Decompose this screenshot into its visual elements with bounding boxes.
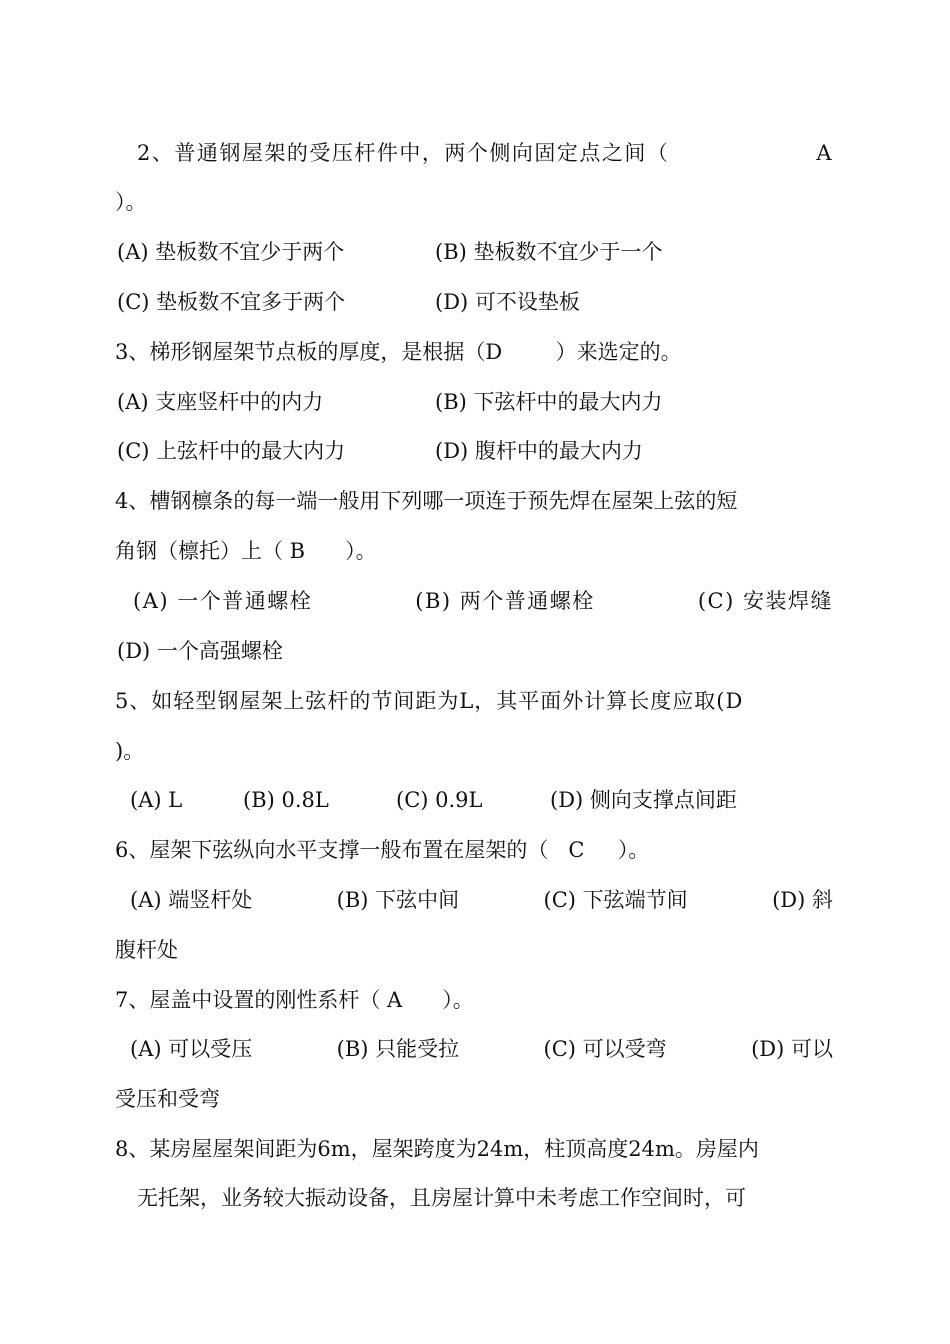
question-2-answer: A [816, 141, 833, 165]
question-4-option-a: (A) 一个普通螺栓 [133, 589, 313, 613]
question-6-option-a: (A) 端竖杆处 [130, 888, 253, 912]
question-7-option-a: (A) 可以受压 [130, 1037, 253, 1061]
question-6-option-c: (C) 下弦端节间 [543, 888, 688, 912]
question-6-option-d-wrap: 腹杆处 [115, 938, 178, 962]
question-5-stem-end: )。 [115, 739, 145, 763]
question-3-stem: 3、梯形钢屋架节点板的厚度，是根据（D ）来选定的。 [115, 340, 682, 364]
question-8-stem: 8、某房屋屋架间距为6m，屋架跨度为24m，柱顶高度24m。房屋内 [115, 1137, 759, 1161]
question-2-option-b: (B) 垫板数不宜少于一个 [435, 240, 663, 264]
question-4-option-d: (D) 一个高强螺栓 [117, 639, 283, 663]
question-3-option-b: (B) 下弦杆中的最大内力 [435, 390, 663, 414]
question-3-options-row2 [117, 436, 643, 466]
question-7-options-row [130, 1034, 833, 1064]
question-6-option-b: (B) 下弦中间 [336, 888, 460, 912]
question-4-options-row [133, 586, 833, 616]
question-5-option-b: (B) 0.8L [243, 788, 329, 812]
question-4-stem-end: 角钢（檩托）上（ B ）。 [115, 539, 377, 563]
question-7-option-c: (C) 可以受弯 [543, 1037, 667, 1061]
question-5-stem: 5、如轻型钢屋架上弦杆的节间距为L，其平面外计算长度应取(D [115, 689, 744, 713]
question-6-stem: 6、屋架下弦纵向水平支撑一般布置在屋架的（ C ）。 [115, 838, 650, 862]
question-5-option-a: (A) L [130, 788, 183, 812]
question-8-stem-cont: 无托架，业务较大振动设备，且房屋计算中未考虑工作空间时，可 [137, 1186, 746, 1210]
question-3-option-a: (A) 支座竖杆中的内力 [117, 390, 324, 414]
question-2-option-c: (C) 垫板数不宜多于两个 [117, 290, 346, 314]
question-7-stem: 7、屋盖中设置的刚性系杆（ A ）。 [115, 988, 474, 1012]
question-7-option-d: (D) 可以 [751, 1037, 833, 1061]
question-5-option-c: (C) 0.9L [396, 788, 483, 812]
question-2-options-row1 [117, 237, 663, 267]
question-6-option-d: (D) 斜 [772, 888, 833, 912]
question-2-option-d: (D) 可不设垫板 [435, 290, 580, 314]
question-4-option-c: (C) 安装焊缝 [697, 589, 833, 613]
question-5-option-d: (D) 侧向支撑点间距 [550, 788, 737, 812]
question-2-stem-end: ）。 [115, 190, 147, 214]
question-2-stem [137, 138, 833, 168]
question-5-options-row [130, 785, 737, 815]
question-7-option-d-wrap: 受压和受弯 [115, 1087, 220, 1111]
question-3-options-row1 [117, 387, 663, 417]
question-6-options-row [130, 885, 833, 915]
question-3-option-d: (D) 腹杆中的最大内力 [435, 439, 643, 463]
question-7-option-b: (B) 只能受拉 [336, 1037, 460, 1061]
question-4-stem: 4、槽钢檩条的每一端一般用下列哪一项连于预先焊在屋架上弦的短 [115, 489, 738, 513]
question-2-option-a: (A) 垫板数不宜少于两个 [117, 240, 345, 264]
question-4-option-b: (B) 两个普通螺栓 [415, 589, 595, 613]
question-3-option-c: (C) 上弦杆中的最大内力 [117, 439, 346, 463]
question-2-text: 2、普通钢屋架的受压杆件中，两个侧向固定点之间（ [137, 141, 670, 165]
question-2-options-row2 [117, 287, 580, 317]
